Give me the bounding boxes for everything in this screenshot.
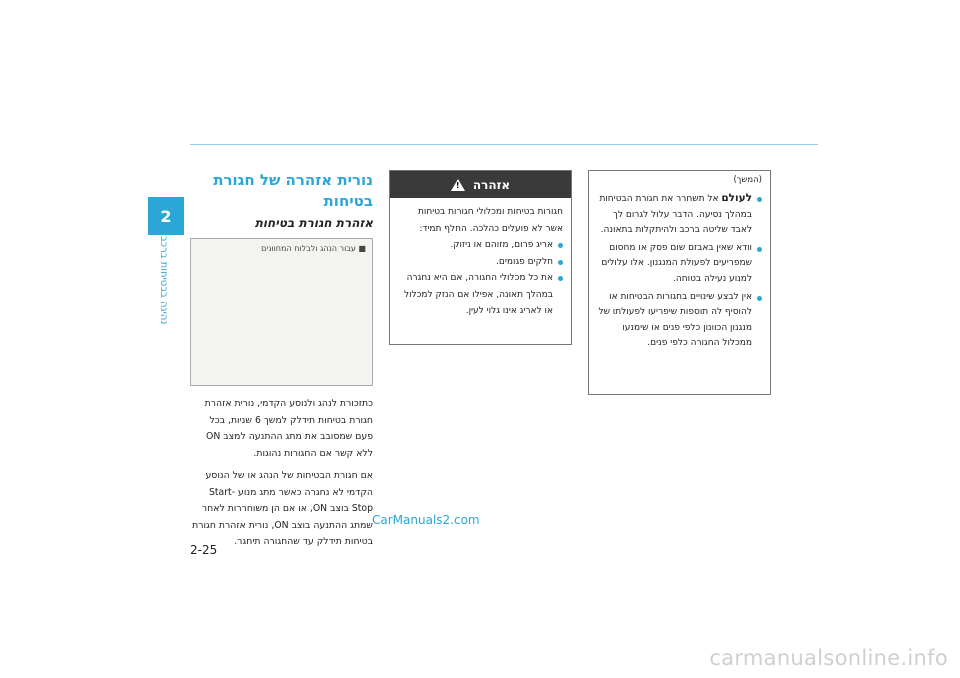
figure-caption: ■ עבור הנהג ולבלוח המחוונים bbox=[261, 244, 366, 253]
note-list bbox=[597, 191, 762, 352]
warning-header bbox=[390, 171, 571, 198]
header-rule bbox=[190, 144, 818, 145]
warning-intro: חגורות בטיחות ומכלולי חגורות בטיחות אשר לא פועלים כהלכה. החלף תמיד: bbox=[417, 207, 563, 234]
section-title: נורית אזהרה של חגורת בטיחות bbox=[213, 171, 373, 210]
note-item bbox=[597, 290, 762, 352]
note-item-emphasis: לעולם bbox=[721, 192, 752, 204]
note-item bbox=[597, 241, 762, 288]
chapter-number-tab: 2 bbox=[148, 197, 184, 235]
warning-box bbox=[389, 170, 572, 345]
warning-list bbox=[398, 237, 563, 320]
note-item-text: אל תשחרר את חגורת הבטיחות במהלך נסיעה. הדבר עלול לגרום לך לאבד שליטה ברכב ולהיתקלות בתאונה. bbox=[599, 194, 752, 236]
warning-body bbox=[390, 198, 571, 320]
continued-label: (המשך) bbox=[733, 175, 762, 185]
warning-item: חלקים פגומים. bbox=[398, 254, 563, 271]
note-item bbox=[597, 191, 762, 239]
instrument-figure bbox=[190, 238, 373, 386]
warning-title: אזהרה bbox=[472, 177, 511, 192]
chapter-side-label: נהיגה בבטיחות ברכב bbox=[158, 236, 169, 325]
note-item-text: וודא שאין באבזם שום פסק או מחסום שמפריעים לפעולת המנגנון. אלו עלולים למנוע נעילה בטוחה. bbox=[601, 242, 752, 284]
note-item-text: אין לבצע שינויים בחגורות הבטיחות או להוסיף לה תוספות שיפריעו לפעולתו של מנגנון הכוונון כלפי פנים או שימנעו ממכלול החגורה כלפי פנים. bbox=[598, 291, 752, 349]
body-paragraph: אם חגורת הבטיחות של הנהג או של הנוסע הקדמי לא נחגרה כאשר מתג מנוע Start-Stop בוצב ON, או אם הן משוחררות לאחר שמתג ההתנעה בוצב ON, נורית אזהרת חגורת בטיחות תידלק עד שהחגורה תיחגר. bbox=[192, 470, 373, 547]
continued-note-box bbox=[588, 170, 771, 395]
section-column bbox=[190, 170, 373, 551]
warning-triangle-icon: ! bbox=[451, 179, 465, 191]
page-number: 2-25 bbox=[190, 543, 218, 557]
watermark-carmanuals2: CarManuals2.com bbox=[372, 513, 480, 527]
section-subtitle: אזהרת חגורת בטיחות bbox=[254, 216, 373, 230]
warning-item: אריג פרום, מזוהם או ניזוק. bbox=[398, 237, 563, 254]
watermark-carmanualsonline: carmanualsonline.info bbox=[709, 646, 948, 670]
warning-item: את כל מכלולי החגורה, אם היא נחגרה במהלך תאונה, אפילו אם הנזק למכלול או לאריג אינו גלוי לעין. bbox=[398, 270, 563, 320]
body-paragraph: כתזכורת לנהג ולנוסע הקדמי, נורית אזהרת חגורת בטיחות תידלק למשך 6 שניות, בכל פעם שמסובב את מתג ההתנעה למצב ON ללא קשר אם החגורות נהוגות. bbox=[204, 398, 373, 459]
